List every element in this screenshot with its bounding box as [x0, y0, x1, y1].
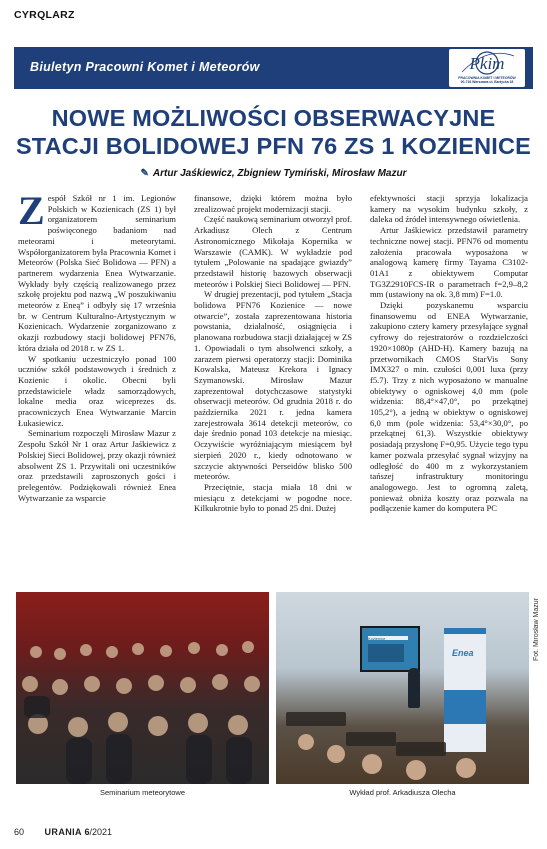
paragraph: Część naukową seminarium otworzył prof. Arkadiusz Olech z Centrum Astronomicznego Mikołaja Kopernika w Warszawie (CAMK). W wykładzie pod tytułem „Polowanie na spadające gwiazdy” przedstawił historię bazowych obserwacji meteorów i Polskiej Sieci Bolidowej — PFN. [194, 214, 352, 289]
paragraph: finansowe, dzięki którem można było zrealizować projekt modernizacji stacji. [194, 193, 352, 214]
paragraph: Dzięki pozyskanemu wsparciu finansowemu od ENEA Wytwarzanie, zakupiono cztery kamery przesyłające sygnał cyfrowy do rejestratorów o rozdzielczości 1920×1080p (AHD-H). Kamery bazują na przetwornikach CMOS StarVis Sony IMX327 o min. czułości 0,001 luxa (przy f5.7). Trzy z nich wyposażono w manualne obiektywy o ogniskowej 4,0 mm (pole widzenia: 88,4°×47,0°, po przekątnej 105,2°), a jedną w obiektyw o ogniskowej 6,0 mm (pole widzenia: 53,4°×30,0°, po przekątnej 61,3). Wszystkie obiektywy posiadają przysłonę F=0,95. Użycie tego typu kamer pozwala przesyłać sygnał wizyjny na odległość do 400 m z wykorzystaniem tańszej infrastruktury monitoringu analogowego. Jest to ogromną zaletą, ponieważ obniża koszty oraz pozwala na podłączenie kamer do komputera PC [370, 300, 528, 514]
text-column-1 [18, 188, 176, 503]
section-banner [14, 47, 533, 89]
drop-cap: Z [18, 188, 45, 233]
paragraph: Artur Jaśkiewicz przedstawił parametry techniczne nowej stacji. PFN76 od momentu założenia pracowała wyposażona w analogową kamerę firmy Tayama C3102-01A1 z obiektywem Computar TG3Z2910FCS-IR o parametrach f=2,9–8,2 mm (ustawiony na ok. 3,8 mm) F=1.0. [370, 225, 528, 300]
page-footer [14, 827, 112, 837]
logo-mark-text: Pkim [469, 54, 505, 73]
issue-number [84, 827, 112, 837]
article-title [14, 104, 533, 160]
photo-credit: Fot. Mirosław Mazur [533, 598, 540, 662]
banner-title: Biuletyn Pracowni Komet i Meteorów [30, 60, 260, 74]
page-number: 60 [14, 827, 25, 837]
article-authors [14, 168, 533, 179]
paragraph-text: espół Szkół nr 1 im. Legionów Polskich w Kozienicach (ZS 1) był organizatorem seminarium poświęconego badaniom nad meteorami i meteorytami. Współorganizatorem była Pracownia Komet i Meteorów (Polska Sieć Bolidowa — PFN) a partnerem wydarzenia Enea Wytwarzanie. Wykłady były częścią realizowanego przez szkołę projektu pod nazwą „W poszukiwaniu meteorów z Eneą” i odbyły się 17 września br. w Centrum Kulturalno-Artystycznym w Kozienicach. Wydarzenie zorganizowano z okazji rozbudowy stacji bolidowej PFN76, która działa od 2018 r. w ZS 1. [18, 193, 176, 353]
logo-subtitle [451, 76, 523, 84]
pen-icon: ✎ [140, 168, 149, 179]
paragraph: Seminarium rozpoczęli Mirosław Mazur z Zespołu Szkół Nr 1 oraz Artur Jaśkiewicz z Polskiej Sieci Bolidowej, przy okazji również absolwent ZS 1. Przywitali oni uczestników oraz przedstawili zaproszonych gości i prelegentów. Podziękowali również Enea Wytwarzanie za wsparcie [18, 428, 176, 503]
magazine-name: URANIA [44, 827, 82, 837]
photo-caption-1: Seminarium meteorytowe [99, 788, 186, 797]
title-line-1: NOWE MOŻLIWOŚCI OBSERWACYJNE [51, 105, 496, 131]
paragraph [18, 188, 176, 354]
pkim-logo [449, 49, 525, 87]
issue-year: /2021 [89, 827, 112, 837]
slide-title-bar: Kozienice [368, 636, 408, 640]
photo-audience [16, 592, 269, 784]
issue-num: 6 [84, 827, 90, 837]
paragraph: Przeciętnie, stacja miała 18 dni w miesiącu z detekcjami w pogodne noce. Kilkukrotnie było to ponad 25 dni. Dużej [194, 481, 352, 514]
photo-lecture [276, 592, 529, 784]
photo-caption-2: Wykład prof. Arkadiusza Olecha [349, 788, 456, 797]
paragraph: W drugiej prezentacji, pod tytułem „Stacja bolidowa PFN76 Kozienice — nowe otwarcie”, została zaprezentowana historia powstania, działalność, osiągnięcia i planowana rozbudowa stacji działającej w ZS 1. Opowiadali o tym absolwenci szkoły, a zarazem pierwsi operatorzy stacji: Dominika Kowalska, Mateusz Krekora i Ignacy Szymanowski. Mirosław Mazur zaprezentował dotychczasowe statystyki obserwacji meteorów. Od grudnia 2018 r. do października 2021 r. jedna kamera zarejestrowała 3614 detekcji meteorów, co daje średnio ponad 103 detekcje na miesiąc. Oczywiście wyróżniającym miesiącem był sierpień 2020 r., kiedy odnotowano w szczycie aktywności Perseidów blisko 500 meteorów. [194, 289, 352, 482]
section-label: CYRQLARZ [14, 9, 75, 21]
logo-org: PRACOWNIA KOMET I METEORÓW [458, 76, 516, 80]
text-column-3 [370, 193, 528, 514]
text-column-2 [194, 193, 352, 514]
lecture-audience-illustration [276, 592, 529, 784]
authors-text: Artur Jaśkiewicz, Zbigniew Tymiński, Mirosław Mazur [152, 168, 407, 179]
logo-address: 00-716 Warszawa ul. Bartycka 18 [460, 80, 514, 84]
paragraph: efektywności stacji sprzyja lokalizacja kamery na wysokim budynku szkoły, z daleka od źródeł intensywnego oświetlenia. [370, 193, 528, 225]
paragraph: W spotkaniu uczestniczyło ponad 100 uczniów szkół podstawowych i średnich z Kozienic i okolic. Obecni byli przedstawiciele władz samorządowych, lokalne media oraz wiceprezes ds. pracowniczych Enea Wytwarzanie Marcin Łukasiewicz. [18, 353, 176, 428]
title-line-2: STACJI BOLIDOWEJ PFN 76 ZS 1 KOZIENICE [15, 133, 532, 159]
pkim-logo-mark [452, 50, 522, 76]
rollup-brand: Enea [452, 648, 474, 658]
audience-illustration [16, 592, 269, 784]
